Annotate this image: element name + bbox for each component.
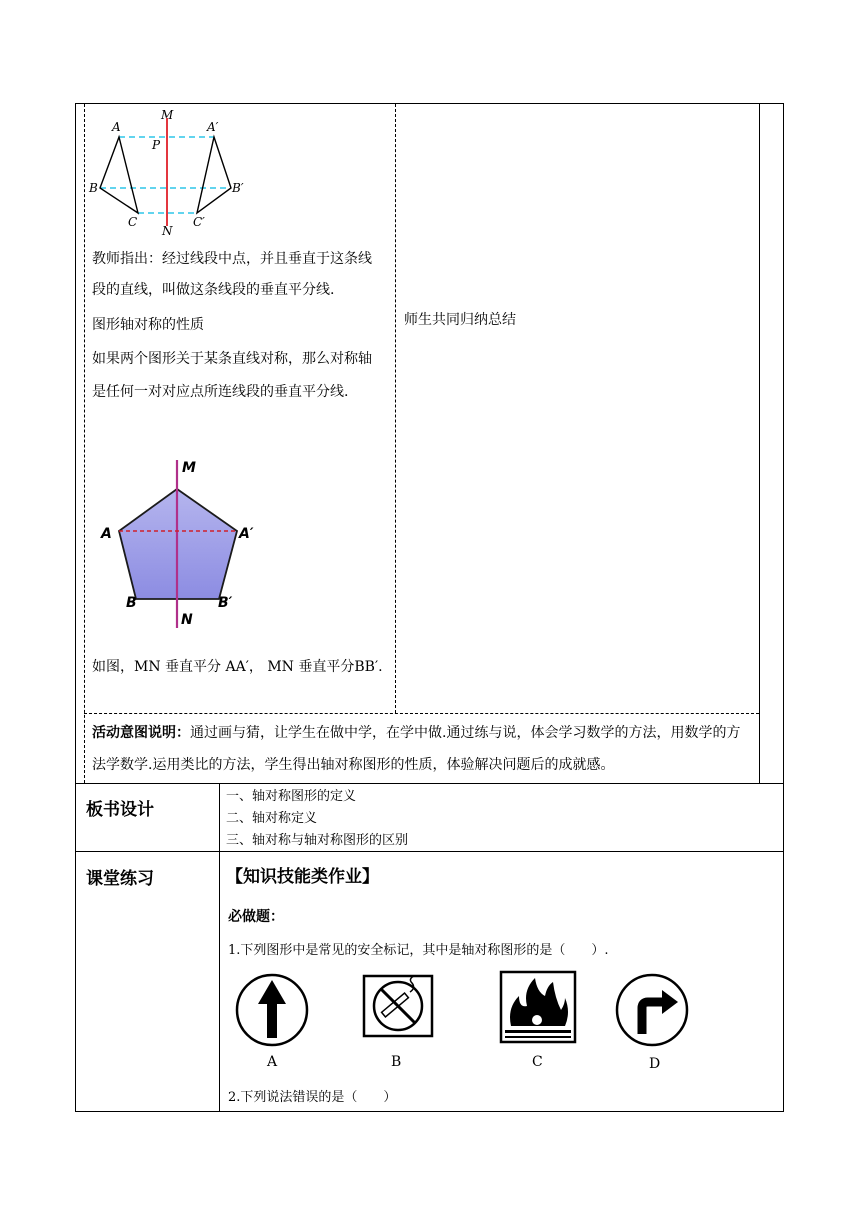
intent-text: 通过画与猜，让学生在做中学，在学中做.通过练与说，体会学习数学的方法，用数学的方法学数学.运用类比的方法，学生得出轴对称图形的性质，体验解决问题后的成就感。	[92, 725, 741, 773]
sign-d-turn-right	[612, 972, 698, 1072]
label-C-prime: C′	[193, 215, 205, 229]
triangle-abc	[100, 137, 138, 213]
pent-label-B: B	[126, 595, 137, 611]
label-M: M	[161, 108, 174, 122]
sign-c-flammable	[497, 968, 581, 1072]
inner-table-left	[84, 104, 85, 783]
conclusion-text: 如图，MN 垂直平分 AA′， MN 垂直平分BB′.	[92, 659, 383, 675]
sign-b-no-smoking	[360, 972, 444, 1072]
row-divider-1	[75, 783, 784, 784]
triangle-a2b2c2	[197, 137, 231, 213]
pent-label-N: N	[181, 612, 193, 628]
property-text: 如果两个图形关于某条直线对称，那么对称轴是任何一对对应点所连线段的垂直平分线.	[92, 351, 372, 400]
inner-table-right	[759, 104, 760, 783]
label-P: P	[152, 138, 161, 152]
summary-text: 师生共同归纳总结	[404, 312, 516, 328]
table-border-top	[75, 103, 784, 104]
required-label: 必做题：	[228, 909, 284, 925]
column-divider	[219, 783, 220, 1112]
question-2: 2.下列说法错误的是（ ）	[228, 1090, 397, 1105]
board-item: 一、轴对称图形的定义	[226, 789, 357, 804]
pent-label-B-prime: B′	[218, 595, 233, 611]
table-border-right	[783, 103, 784, 1112]
intent-label: 活动意图说明：	[92, 725, 190, 741]
label-B-prime: B′	[232, 181, 244, 195]
sign-label-b: B	[391, 1054, 402, 1070]
label-C: C	[128, 215, 138, 229]
pent-label-M: M	[182, 460, 196, 476]
sign-a-up-arrow	[232, 972, 316, 1072]
label-N: N	[162, 224, 173, 238]
question-1: 1.下列图形中是常见的安全标记，其中是轴对称图形的是（ ）.	[228, 943, 609, 958]
pent-label-A-prime: A′	[239, 526, 254, 542]
board-items	[226, 786, 408, 852]
pentagon-symmetry-figure	[98, 454, 268, 634]
label-B: B	[89, 181, 98, 195]
board-item: 二、轴对称定义	[226, 811, 318, 826]
sign-label-a: A	[267, 1054, 278, 1070]
intent-paragraph	[92, 717, 752, 781]
inner-table-mid	[395, 104, 396, 713]
table-border-left	[75, 103, 76, 1112]
triangle-symmetry-figure	[86, 108, 256, 238]
table-border-bottom	[75, 1111, 784, 1112]
property-title: 图形轴对称的性质	[92, 317, 204, 333]
label-A-prime: A′	[207, 120, 219, 134]
practice-section-title: 【知识技能类作业】	[226, 867, 379, 887]
row-divider-2	[75, 851, 784, 852]
label-A: A	[112, 120, 121, 134]
sign-label-d: D	[649, 1056, 661, 1072]
inner-table-hline	[84, 713, 759, 714]
sign-label-c: C	[532, 1054, 543, 1070]
pent-label-A: A	[101, 526, 112, 542]
board-heading: 板书设计	[86, 800, 154, 820]
teacher-point-text: 教师指出：经过线段中点，并且垂直于这条线段的直线，叫做这条线段的垂直平分线.	[92, 251, 372, 298]
practice-heading: 课堂练习	[86, 869, 154, 889]
board-item: 三、轴对称与轴对称图形的区别	[226, 833, 409, 848]
